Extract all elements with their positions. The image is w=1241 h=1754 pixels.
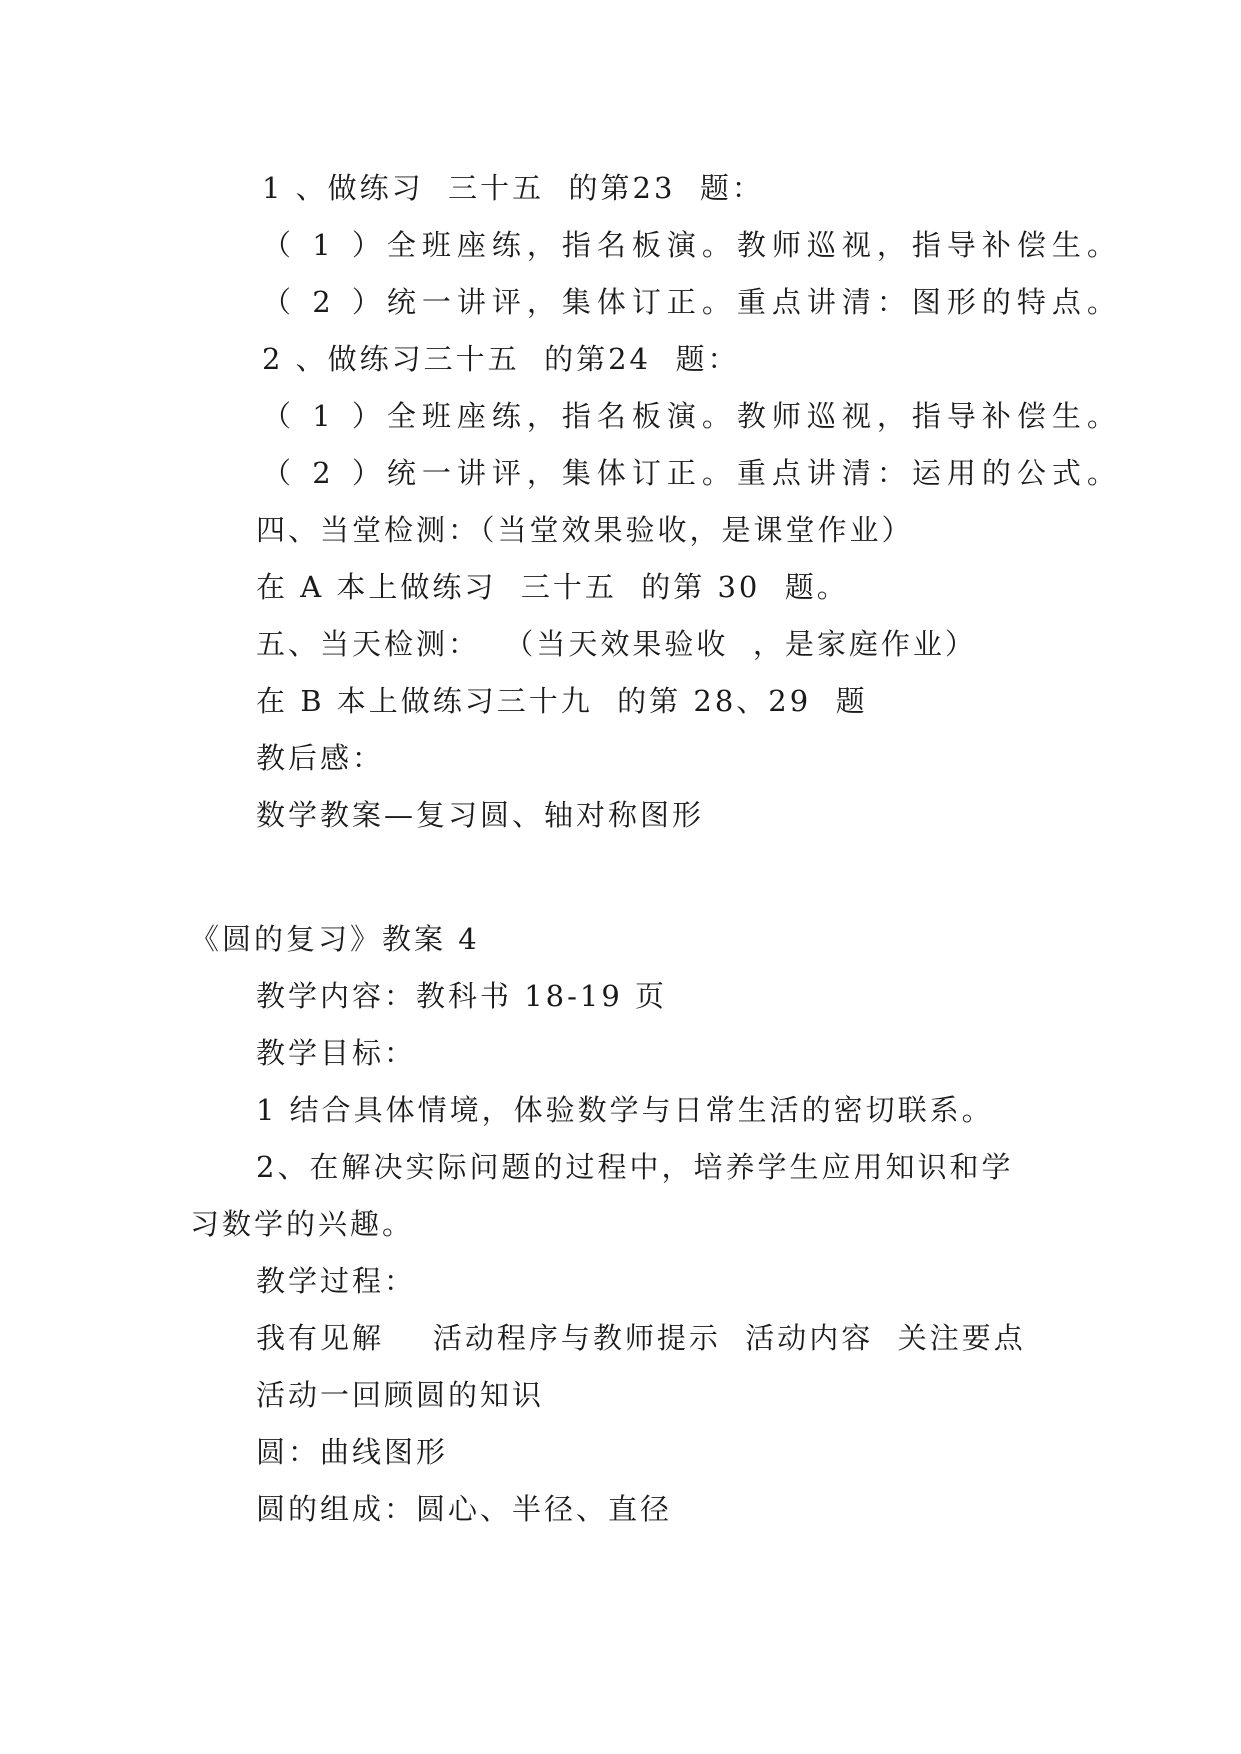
teaching-goal-2-continued: 习数学的兴趣。 [190,1207,415,1241]
teaching-goal-2: 2、在解决实际问题的过程中，培养学生应用知识和学 [256,1150,1014,1184]
exercise-24-step-1: （ 1 ）全班座练，指名板演。教师巡视，指导补偿生。 [262,399,1122,433]
teaching-goal-1: 1 结合具体情境，体验数学与日常生活的密切联系。 [256,1093,994,1127]
process-table-header: 我有见解 活动程序与教师提示 活动内容 关注要点 [256,1321,1026,1355]
lesson-plan-subtitle: 数学教案—复习圆、轴对称图形 [256,798,705,832]
same-day-check: 五、当天检测： （当天效果验收 ，是家庭作业） [256,627,977,661]
exercise-24-step-2: （ 2 ）统一讲评，集体订正。重点讲清：运用的公式。 [262,456,1122,490]
same-day-check-task: 在 B 本上做练习三十九 的第 28、29 题 [256,684,868,718]
in-class-check: 四、当堂检测：（当堂效果验收，是课堂作业） [256,513,914,547]
circle-definition: 圆：曲线图形 [256,1435,449,1469]
teaching-reflection-label: 教后感： [256,741,385,775]
exercise-23-step-2: （ 2 ）统一讲评，集体订正。重点讲清：图形的特点。 [262,285,1122,319]
exercise-23-step-1: （ 1 ）全班座练，指名板演。教师巡视，指导补偿生。 [262,228,1122,262]
teaching-goals-label: 教学目标： [256,1036,417,1070]
exercise-23-heading: 1 、做练习 三十五 的第23 题： [262,171,764,205]
lesson-plan-title: 《圆的复习》教案 4 [190,922,480,956]
teaching-content: 教学内容：教科书 18-19 页 [256,979,668,1013]
teaching-process-label: 教学过程： [256,1264,417,1298]
exercise-24-heading: 2 、做练习三十五 的第24 题： [262,342,740,376]
circle-components: 圆的组成：圆心、半径、直径 [256,1492,673,1526]
activity-one: 活动一回顾圆的知识 [256,1378,545,1412]
in-class-check-task: 在 A 本上做练习 三十五 的第 30 题。 [256,570,849,604]
